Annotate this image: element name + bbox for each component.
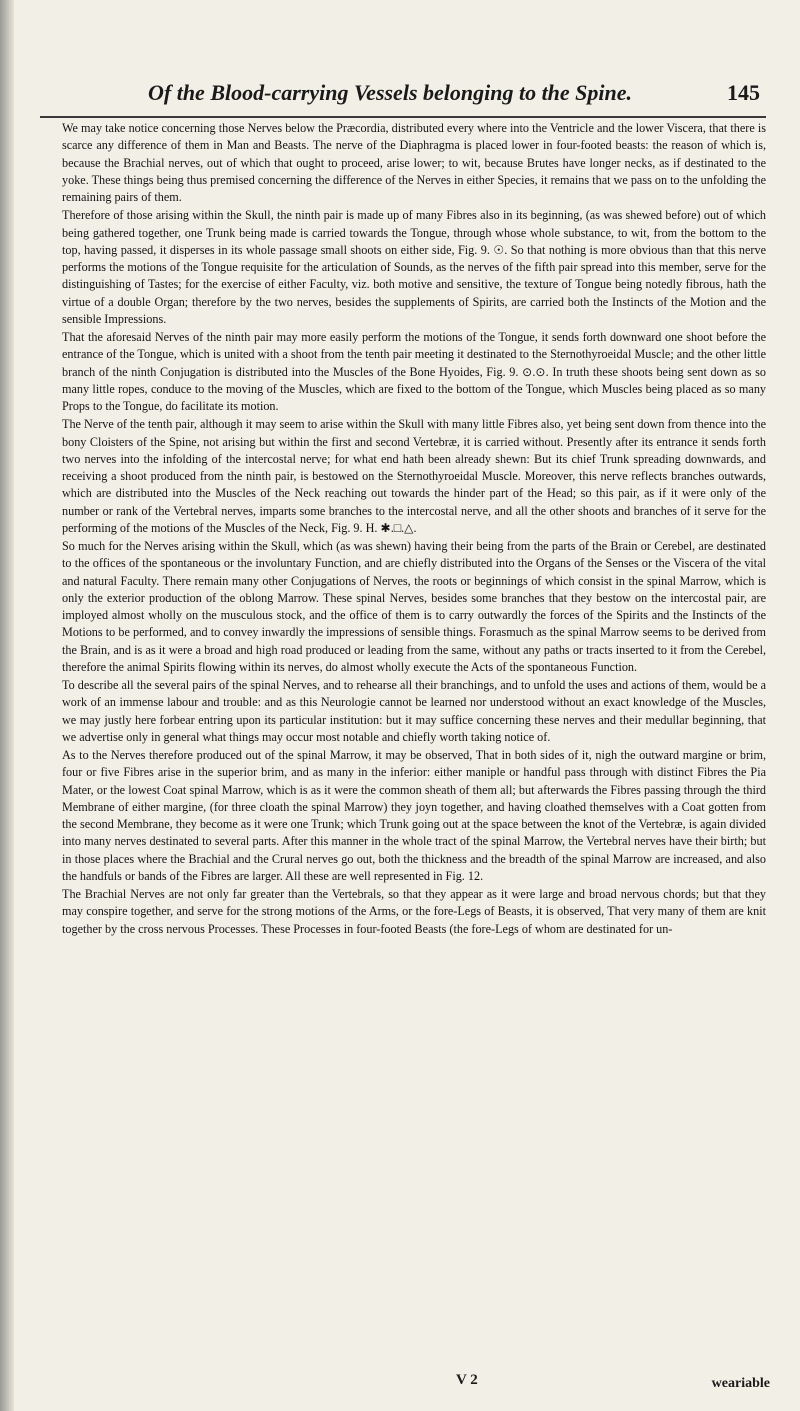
body-text (62, 120, 766, 1345)
header-rule (40, 116, 766, 118)
catchword: weariable (711, 1376, 770, 1391)
paragraph: That the aforesaid Nerves of the ninth pair may more easily perform the motions of the Tongue, it sends forth downward one shoot before the entrance of the Tongue, which is united with a shoot from the tenth pair meeting it destinated to the Sternothyroeidal Muscle; and the other little branch of the ninth Conjugation is distributed into the Muscles of the Bone Hyoides, Fig. 9. ⊙.⊙. In truth these shoots being sent down as so many little ropes, conduce to the moving of the Muscles, which are fixed to the bottom of the Tongue, which Muscles being placed as so many Props to the Tongue, do facilitate its motion. (62, 330, 766, 413)
paragraph: To describe all the several pairs of the spinal Nerves, and to rehearse all their branchings, and to unfold the uses and actions of them, would be a work of an immense labour and trouble: and as this Neurologie cannot be learned nor understood without an exact knowledge of the Muscles, we may justly here forbear entring upon its particular institution: but it may suffice concerning these nerves and their medullar beginning, that we advertise only in general what things may occur most notable and chiefly worth taking notice of. (62, 678, 766, 744)
paragraph: As to the Nerves therefore produced out of the spinal Marrow, it may be observed, That in both sides of it, nigh the outward margine or brim, four or five Fibres arise in the superior brim, and as many in the inferior: either maniple or handful pass through with distinct Fibres the Pia Mater, or the lowest Coat spinal Marrow, which is as it were the common sheath of them all; but afterwards the Fibres passing through the third Membrane of either margine, (for three cloath the spinal Marrow) they joyn together, and having cloathed themselves with a Coat gotten from the second Membrane, they become as it were one Trunk; which Trunk going out at the space between the knot of the Vertebræ, is again divided into many nerves destinated to several parts. After this manner in the whole tract of the spinal Marrow, the Vertebral nerves have their birth; but in those places where the Brachial and the Crural nerves go out, both the thickness and the breadth of the spinal Marrow are increased, and also the handfuls or bands of the Fibres are larger. All these are well represented in Fig. 12. (62, 748, 766, 883)
page-number: 145 (727, 80, 760, 105)
paragraph: Therefore of those arising within the Skull, the ninth pair is made up of many Fibres also in its beginning, (as was shewed before) out of which being gathered together, one Trunk being made is carried towards the Tongue, through whose whole substance, to wit, from the bottom to the top, having passed, it disperses in its whole passage small shoots on either side, Fig. 9. ☉. So that nothing is more obvious than that this nerve performs the motions of the Tongue requisite for the articulation of Sounds, as the nerves of the fifth pair spread into this member, serve for the distinguishing of Tastes; for the exercise of either Faculty, viz. both motive and sensitive, the texture of Tongue being notedly fibrous, hath the virtue of a double Organ; therefore by the two nerves, besides the supplements of Spirits, are carried both the Instincts of the Motion and the sensible Impressions. (62, 208, 766, 326)
paragraph: The Brachial Nerves are not only far greater than the Vertebrals, so that they appear as it were large and broad nervous chords; but that they may conspire together, and serve for the strong motions of the Arms, or the fore-Legs of Beasts, it is observed, That very many of them are knit together by the cross nervous Processes. These Processes in four-footed Beasts (the fore-Legs of whom are destinated for un- (62, 887, 766, 936)
signature-mark: V 2 (456, 1372, 478, 1388)
paragraph: The Nerve of the tenth pair, although it may seem to arise within the Skull with many little Fibres also, yet being sent down from thence into the bony Cloisters of the Spine, not arising but within the first and second Vertebræ, it is carried without. Presently after its entrance it sends forth two nerves into the infolding of the intercostal nerve; for what end hath been already shewn: But its chief Trunk spreading downwards, and receiving a shoot produced from the ninth pair, is bestowed on the Sternothyroeidal Muscle. Moreover, this nerve reflects branches outwards, which are distributed into the Muscles of the Neck reaching out towards the hinder part of the Head; so this pair, as if it were only of the number or rank of the Vertebral nerves, imparts some branches to the intercostal nerve, and all the other shoots and branches of it serve for the performing of the motions of the Muscles of the Neck, Fig. 9. H. ✱.□.△. (62, 417, 766, 535)
paragraph: We may take notice concerning those Nerves below the Præcordia, distributed every where into the Ventricle and the lower Viscera, that there is scarce any difference of them in Man and Beasts. The nerve of the Diaphragma is placed lower in four-footed beasts: the reason of which is, because the Brachial nerves, out of which that ought to proceed, arise lower; to wit, because Brutes have longer necks, as if destinated to the yoke. These things being thus premised concerning the difference of the Nerves in either Species, it remains that we pass on to the unfolding the remaining pairs of them. (62, 121, 766, 204)
page-footer (0, 1372, 800, 1396)
running-title: Of the Blood-carrying Vessels belonging to the Spine. (148, 80, 633, 105)
page-binding-edge (0, 0, 14, 1411)
page-header (148, 80, 760, 120)
paragraph: So much for the Nerves arising within the Skull, which (as was shewn) having their being from the parts of the Brain or Cerebel, are destinated to the offices of the spontaneous or the involuntary Function, and are chiefly distributed into the Organs of the Senses or the Viscera of the vital and natural Faculty. There remain many other Conjugations of Nerves, the roots or beginnings of which consist in the spinal Marrow, which is only the exterior production of the oblong Marrow. These spinal Nerves, besides some branches that they bestow on the intercostal pair, are imployed almost wholly on the musculous stock, and the office of them is to carry outwardly the forces of the Spirits and the Instincts of the Motions to be performed, and to convey inwardly the impressions of sensible things. Forasmuch as the spinal Marrow seems to be derived from the Brain, and is as it were a broad and high road produced or leading from the same, without any paths or tracts inserted to it from the Cerebel, therefore the animal Spirits flowing within its nerves, do almost wholly execute the Acts of the spontaneous Function. (62, 539, 766, 674)
